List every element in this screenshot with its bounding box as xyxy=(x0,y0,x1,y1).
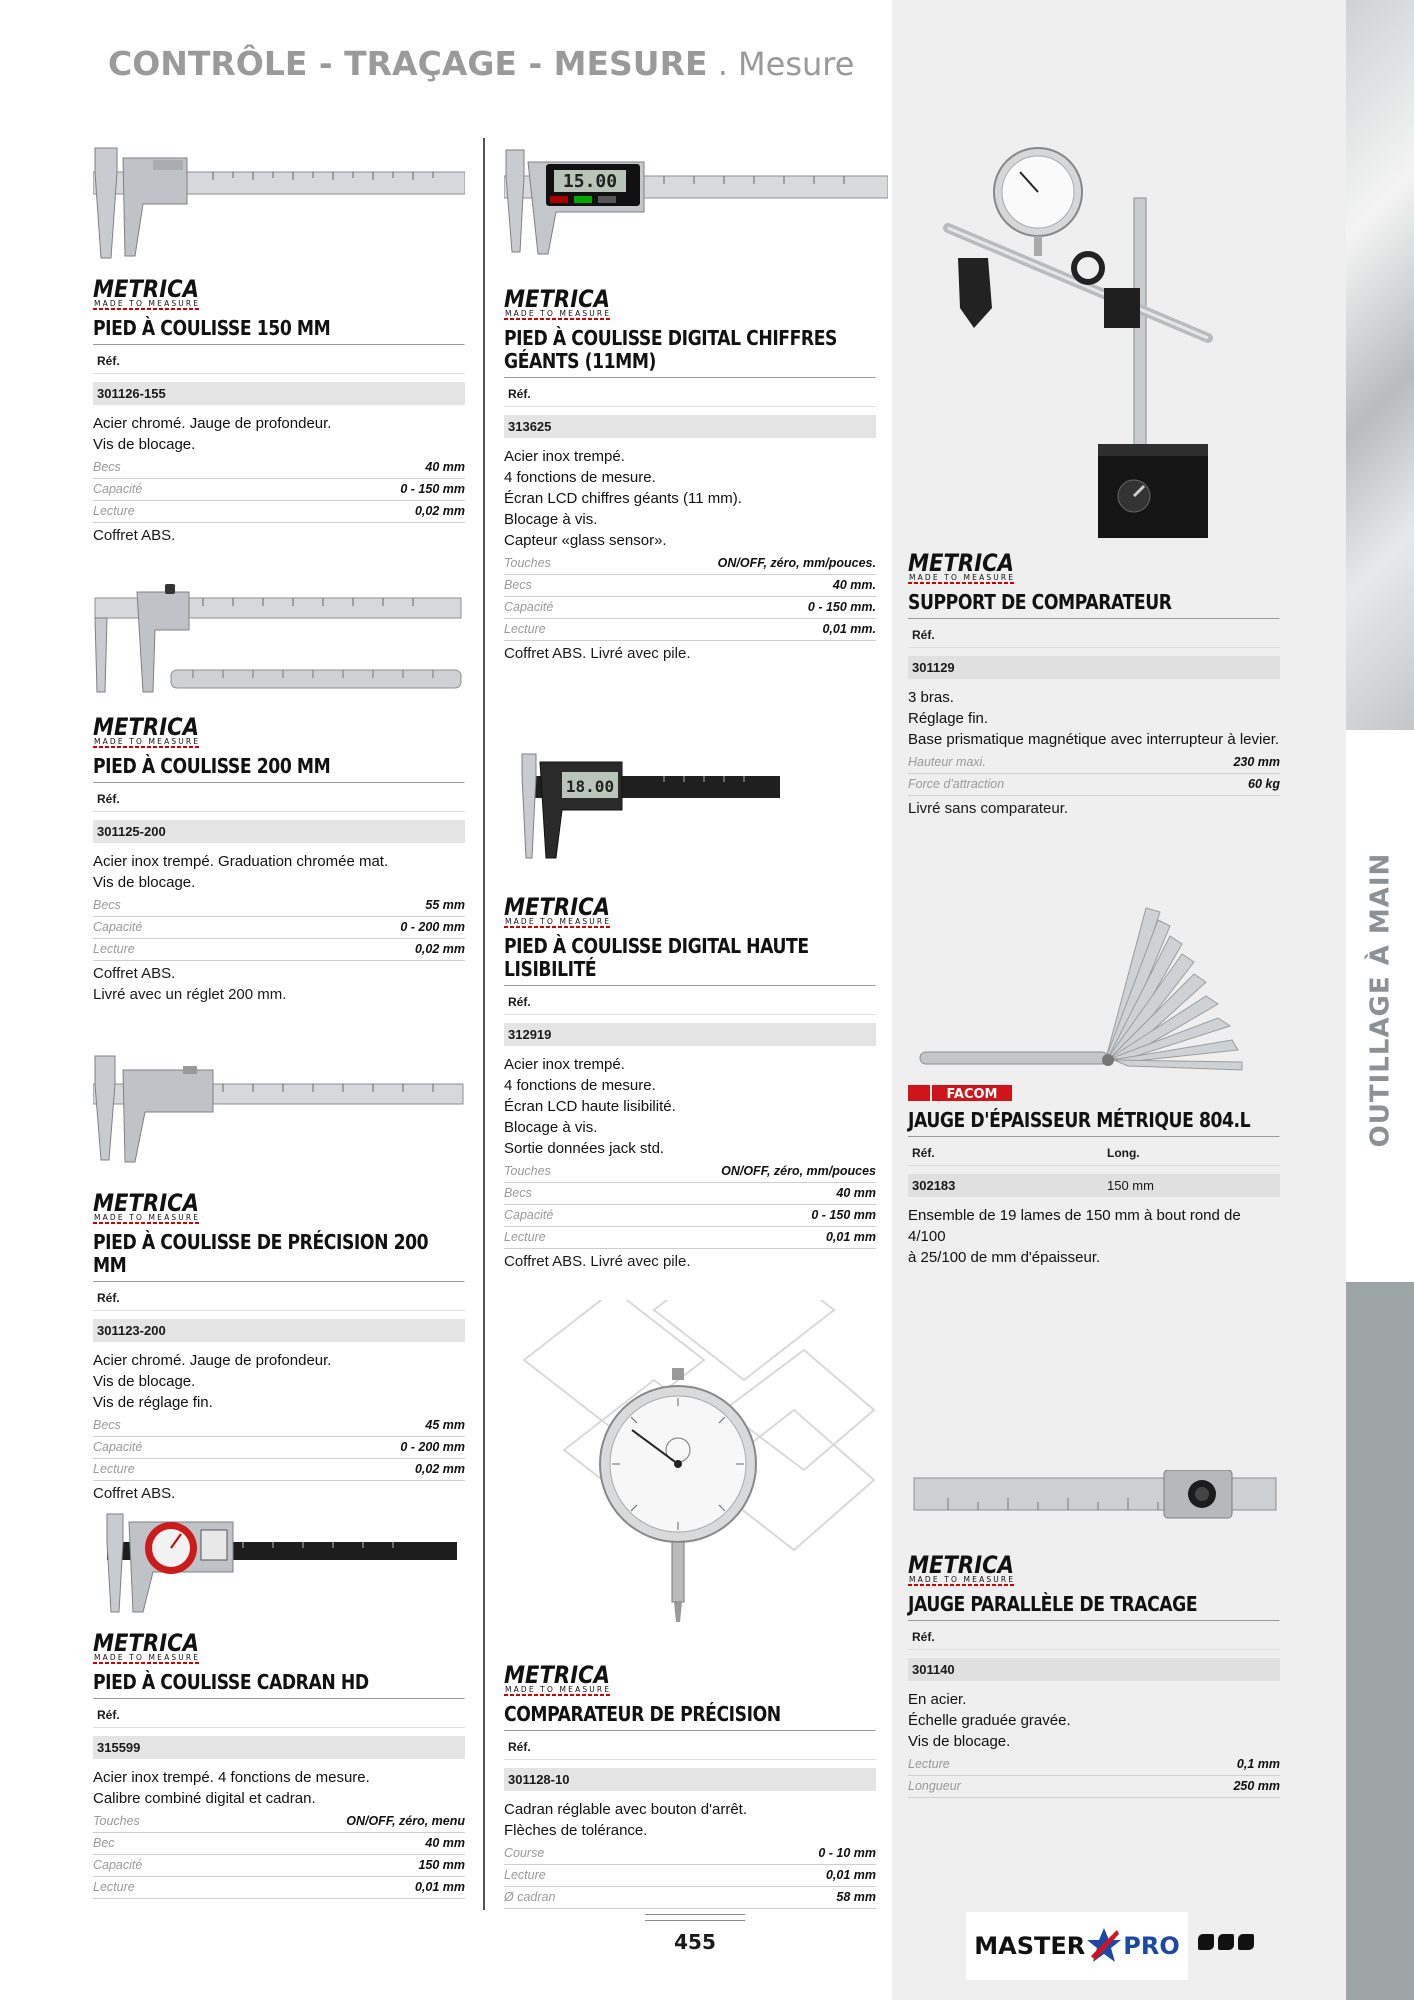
metrica-logo xyxy=(504,1661,612,1697)
desc-line: Acier inox trempé. xyxy=(504,448,625,465)
product-card xyxy=(908,1470,1280,1800)
desc-line: En acier. xyxy=(908,1691,967,1708)
facom-logo xyxy=(908,1083,1012,1103)
marking-gauge-image xyxy=(908,1470,1280,1540)
long-label: Long. xyxy=(1107,1146,1140,1160)
spec-table xyxy=(93,895,465,961)
spec-key: Lecture xyxy=(93,1462,135,1476)
product-note xyxy=(93,525,465,546)
desc-line: Blocage à vis. xyxy=(504,1119,598,1136)
desc-line: 4 fonctions de mesure. xyxy=(504,1077,656,1094)
ref-label: Réf. xyxy=(504,992,876,1015)
ref-label: Réf. xyxy=(93,1288,465,1311)
feeler-gauge-image xyxy=(908,900,1280,1072)
spec-key: Lecture xyxy=(93,504,135,518)
spec-value: 0,02 mm xyxy=(414,942,465,956)
spec-key: Ø cadran xyxy=(504,1890,556,1904)
spec-row xyxy=(504,1843,876,1865)
spec-key: Capacité xyxy=(93,920,143,934)
spec-key: Touches xyxy=(504,1164,551,1178)
page-header xyxy=(108,44,854,83)
product-description xyxy=(908,1205,1280,1268)
spec-value: 250 mm xyxy=(1233,1779,1280,1793)
ref-value: 301140 xyxy=(912,1662,955,1677)
spec-value: 0 - 200 mm xyxy=(400,920,465,934)
spec-key: Lecture xyxy=(93,942,135,956)
masterpro-left: MASTER xyxy=(974,1932,1086,1960)
spec-table xyxy=(908,1754,1280,1798)
dial-indicator-image xyxy=(504,1300,876,1650)
product-description xyxy=(93,413,465,455)
spec-row xyxy=(93,939,465,961)
precision-caliper-image xyxy=(93,1052,465,1178)
spec-value: 0,1 mm xyxy=(1236,1757,1280,1771)
spec-value: 55 mm xyxy=(425,898,465,912)
long-value: 150 mm xyxy=(1107,1178,1154,1193)
spec-key: Lecture xyxy=(504,622,546,636)
note-line: Livré sans comparateur. xyxy=(908,800,1069,817)
desc-line: Capteur «glass sensor». xyxy=(504,532,667,549)
ref-value: 312919 xyxy=(508,1027,552,1042)
page-number: 455 xyxy=(640,1930,750,1954)
product-card xyxy=(908,900,1280,1268)
masterpro-star-icon xyxy=(1087,1926,1121,1966)
spec-value: ON/OFF, zéro, menu xyxy=(346,1814,465,1828)
facom-wordmark: FACOM xyxy=(946,1087,998,1102)
spec-key: Force d'attraction xyxy=(908,777,1005,791)
ref-row[interactable] xyxy=(504,1768,876,1791)
spec-row xyxy=(908,752,1280,774)
spec-key: Bec xyxy=(93,1836,115,1850)
spec-row xyxy=(504,597,876,619)
product-note xyxy=(504,643,876,664)
ref-row[interactable] xyxy=(93,382,465,405)
product-card xyxy=(504,752,876,1272)
ref-label: Réf. xyxy=(908,625,1280,648)
desc-line: 4 fonctions de mesure. xyxy=(504,469,656,486)
spec-value: 0 - 200 mm xyxy=(400,1440,465,1454)
section-title: CONTRÔLE - TRAÇAGE - MESURE xyxy=(108,44,708,83)
spec-row xyxy=(908,1776,1280,1798)
ref-value: 301129 xyxy=(912,660,955,675)
note-line: Coffret ABS. xyxy=(93,1485,176,1502)
desc-line: Acier chromé. Jauge de profondeur. xyxy=(93,415,332,432)
lcd-reading: 18.00 xyxy=(565,777,615,796)
spec-value: 0,02 mm xyxy=(414,1462,465,1476)
product-title: PIED À COULISSE DIGITAL HAUTE LISIBILITÉ xyxy=(504,935,875,986)
product-title: PIED À COULISSE DE PRÉCISION 200 MM xyxy=(93,1231,464,1282)
spec-key: Becs xyxy=(504,1186,532,1200)
ref-value: 313625 xyxy=(508,419,552,434)
spec-key: Longueur xyxy=(908,1779,961,1793)
spec-row xyxy=(93,1855,465,1877)
spec-row xyxy=(93,917,465,939)
metrica-logo xyxy=(504,893,612,929)
metrica-logo xyxy=(908,1551,1016,1587)
spec-row xyxy=(504,1205,876,1227)
product-title: PIED À COULISSE 150 MM xyxy=(93,317,464,345)
ref-value: 301126-155 xyxy=(97,386,166,401)
spec-row xyxy=(504,1887,876,1909)
spec-value: 0,01 mm xyxy=(825,1868,876,1882)
spec-row xyxy=(93,457,465,479)
product-description xyxy=(93,1767,465,1809)
desc-line: Vis de blocage. xyxy=(908,1733,1011,1750)
digital-caliper-image xyxy=(504,142,888,274)
ref-label: Réf. xyxy=(504,1737,876,1760)
dot-icon xyxy=(1218,1934,1234,1950)
desc-line: Acier inox trempé. xyxy=(504,1056,625,1073)
metrica-logo xyxy=(93,275,201,311)
masterpro-right: PRO xyxy=(1123,1932,1180,1960)
column-divider xyxy=(483,138,485,1910)
spec-value: ON/OFF, zéro, mm/pouces xyxy=(721,1164,876,1178)
spec-key: Capacité xyxy=(504,1208,554,1222)
ref-label: Réf. xyxy=(93,789,465,812)
ref-value: 301128-10 xyxy=(508,1772,570,1787)
desc-line: Acier inox trempé. 4 fonctions de mesure. xyxy=(93,1769,370,1786)
spec-key: Lecture xyxy=(93,1880,135,1894)
desc-line: Échelle graduée gravée. xyxy=(908,1712,1071,1729)
lcd-reading: 15.00 xyxy=(562,171,618,192)
spec-table xyxy=(93,1415,465,1481)
ref-value: 301125-200 xyxy=(97,824,166,839)
ref-value: 315599 xyxy=(97,1740,141,1755)
product-card xyxy=(504,142,876,664)
ref-row[interactable] xyxy=(908,656,1280,679)
metrica-logo xyxy=(93,1189,201,1225)
spec-table xyxy=(93,1811,465,1899)
spec-value: 0,02 mm xyxy=(414,504,465,518)
spec-value: 230 mm xyxy=(1233,755,1280,769)
spec-key: Lecture xyxy=(908,1757,950,1771)
product-title: PIED À COULISSE DIGITAL CHIFFRES GÉANTS (11MM) xyxy=(504,327,875,378)
side-tab[interactable] xyxy=(1356,852,1404,1148)
product-title: SUPPORT DE COMPARATEUR xyxy=(908,591,1279,619)
spec-value: 40 mm. xyxy=(832,578,876,592)
spec-value: 0,01 mm xyxy=(825,1230,876,1244)
product-card xyxy=(93,1052,465,1504)
edge-strip-gray xyxy=(1346,1282,1414,2000)
spec-row xyxy=(93,1437,465,1459)
desc-line: Écran LCD haute lisibilité. xyxy=(504,1098,676,1115)
note-line: Coffret ABS. xyxy=(93,527,176,544)
spec-row xyxy=(93,1459,465,1481)
edge-strip-metal xyxy=(1346,0,1414,730)
dot-icon xyxy=(1238,1934,1254,1950)
spec-row xyxy=(93,1833,465,1855)
spec-key: Capacité xyxy=(504,600,554,614)
subsection-title: . Mesure xyxy=(717,45,855,83)
desc-line: Vis de blocage. xyxy=(93,436,196,453)
ref-label: Réf. xyxy=(908,1627,1280,1650)
dot-icon xyxy=(1198,1934,1214,1950)
product-title: PIED À COULISSE CADRAN HD xyxy=(93,1671,464,1699)
product-description xyxy=(93,851,465,893)
product-description xyxy=(504,446,876,551)
ref-row[interactable] xyxy=(504,415,876,438)
product-description xyxy=(908,687,1280,750)
brand-dots xyxy=(1198,1934,1254,1950)
spec-key: Course xyxy=(504,1846,545,1860)
product-note xyxy=(93,1483,465,1504)
spec-row xyxy=(93,1877,465,1899)
spec-row xyxy=(504,1227,876,1249)
spec-key: Becs xyxy=(93,898,121,912)
product-title: COMPARATEUR DE PRÉCISION xyxy=(504,1703,875,1731)
ref-row[interactable] xyxy=(93,1319,465,1342)
dial-caliper-image xyxy=(93,1512,465,1618)
spec-value: ON/OFF, zéro, mm/pouces. xyxy=(717,556,876,570)
spec-key: Becs xyxy=(93,460,121,474)
product-card xyxy=(93,1512,465,1901)
spec-value: 0 - 10 mm xyxy=(818,1846,876,1860)
ref-row[interactable] xyxy=(93,1736,465,1759)
spec-row xyxy=(504,553,876,575)
spec-value: 40 mm xyxy=(425,1836,465,1850)
note-line: Coffret ABS. Livré avec pile. xyxy=(504,645,691,662)
product-title: PIED À COULISSE 200 MM xyxy=(93,755,464,783)
spec-row xyxy=(93,479,465,501)
spec-value: 0 - 150 mm. xyxy=(807,600,876,614)
product-description xyxy=(93,1350,465,1413)
spec-row xyxy=(93,895,465,917)
spec-table xyxy=(93,457,465,523)
metrica-logo xyxy=(908,549,1016,585)
caliper-image xyxy=(93,138,465,264)
product-note xyxy=(504,1251,876,1272)
spec-value: 0 - 150 mm xyxy=(811,1208,876,1222)
spec-key: Becs xyxy=(504,578,532,592)
spec-table xyxy=(504,553,876,641)
metrica-logo xyxy=(93,713,201,749)
ref-row[interactable] xyxy=(93,820,465,843)
product-title: JAUGE D'ÉPAISSEUR MÉTRIQUE 804.L xyxy=(908,1109,1279,1137)
spec-row xyxy=(504,1161,876,1183)
spec-value: 60 kg xyxy=(1248,777,1280,791)
ref-label: Réf. xyxy=(93,351,465,374)
spec-row xyxy=(908,774,1280,796)
desc-line: Cadran réglable avec bouton d'arrêt. xyxy=(504,1801,748,1818)
spec-row xyxy=(504,575,876,597)
spec-row xyxy=(93,501,465,523)
ref-value: 301123-200 xyxy=(97,1323,166,1338)
spec-key: Capacité xyxy=(93,1858,143,1872)
desc-line: Réglage fin. xyxy=(908,710,989,727)
product-description xyxy=(504,1799,876,1841)
comparator-stand-image xyxy=(908,138,1280,538)
spec-key: Lecture xyxy=(504,1230,546,1244)
spec-row xyxy=(93,1811,465,1833)
desc-line: Vis de blocage. xyxy=(93,1373,196,1390)
spec-row xyxy=(504,1865,876,1887)
desc-line: Sortie données jack std. xyxy=(504,1140,665,1157)
desc-line: 3 bras. xyxy=(908,689,954,706)
desc-line: Acier chromé. Jauge de profondeur. xyxy=(93,1352,332,1369)
spec-key: Capacité xyxy=(93,482,143,496)
desc-line: Base prismatique magnétique avec interrupteur à levier. xyxy=(908,731,1280,748)
desc-line: Flèches de tolérance. xyxy=(504,1822,648,1839)
product-description xyxy=(504,1054,876,1159)
spec-value: 0,01 mm. xyxy=(822,622,876,636)
metrica-logo xyxy=(504,285,612,321)
desc-line: Calibre combiné digital et cadran. xyxy=(93,1790,316,1807)
spec-key: Becs xyxy=(93,1418,121,1432)
table-header xyxy=(908,1143,1280,1166)
spec-value: 45 mm xyxy=(425,1418,465,1432)
ref-value: 302183 xyxy=(912,1178,956,1193)
product-note xyxy=(93,963,465,1005)
spec-table xyxy=(504,1843,876,1909)
spec-key: Touches xyxy=(93,1814,140,1828)
desc-line: Écran LCD chiffres géants (11 mm). xyxy=(504,490,742,507)
note-line: Coffret ABS. xyxy=(93,965,176,982)
ref-label: Réf. xyxy=(912,1146,935,1160)
product-card xyxy=(93,138,465,546)
spec-value: 150 mm xyxy=(418,1858,465,1872)
desc-line: Vis de réglage fin. xyxy=(93,1394,213,1411)
spec-key: Capacité xyxy=(93,1440,143,1454)
ref-row[interactable] xyxy=(908,1658,1280,1681)
caliper-ruler-image xyxy=(93,584,465,702)
spec-row xyxy=(908,1754,1280,1776)
spec-table xyxy=(504,1161,876,1249)
desc-line: Ensemble de 19 lames de 150 mm à bout rond de 4/100 xyxy=(908,1207,1241,1245)
product-note xyxy=(908,798,1280,819)
note-line: Coffret ABS. Livré avec pile. xyxy=(504,1253,691,1270)
desc-line: Acier inox trempé. Graduation chromée mat. xyxy=(93,853,389,870)
ref-label: Réf. xyxy=(504,384,876,407)
spec-table xyxy=(908,752,1280,796)
desc-line: Vis de blocage. xyxy=(93,874,196,891)
product-card xyxy=(93,584,465,1005)
product-card xyxy=(504,1300,876,1911)
desc-line: Blocage à vis. xyxy=(504,511,598,528)
spec-key: Touches xyxy=(504,556,551,570)
masterpro-logo xyxy=(966,1912,1188,1980)
spec-row xyxy=(504,1183,876,1205)
ref-row[interactable] xyxy=(504,1023,876,1046)
note-line: Livré avec un réglet 200 mm. xyxy=(93,986,287,1003)
spec-value: 58 mm xyxy=(836,1890,876,1904)
spec-row xyxy=(93,1415,465,1437)
spec-value: 0 - 150 mm xyxy=(400,482,465,496)
metrica-logo xyxy=(93,1629,201,1665)
product-description xyxy=(908,1689,1280,1752)
spec-row xyxy=(504,619,876,641)
spec-key: Hauteur maxi. xyxy=(908,755,986,769)
ref-row[interactable] xyxy=(908,1174,1280,1197)
desc-line: à 25/100 de mm d'épaisseur. xyxy=(908,1249,1101,1266)
product-title: JAUGE PARALLÈLE DE TRACAGE xyxy=(908,1593,1279,1621)
side-tab-label: OUTILLAGE À MAIN xyxy=(1365,852,1396,1148)
product-card xyxy=(908,138,1280,819)
spec-value: 40 mm xyxy=(425,460,465,474)
digital-caliper-hl-image xyxy=(504,752,876,882)
spec-value: 0,01 mm xyxy=(414,1880,465,1894)
ref-label: Réf. xyxy=(93,1705,465,1728)
spec-key: Lecture xyxy=(504,1868,546,1882)
spec-value: 40 mm xyxy=(836,1186,876,1200)
